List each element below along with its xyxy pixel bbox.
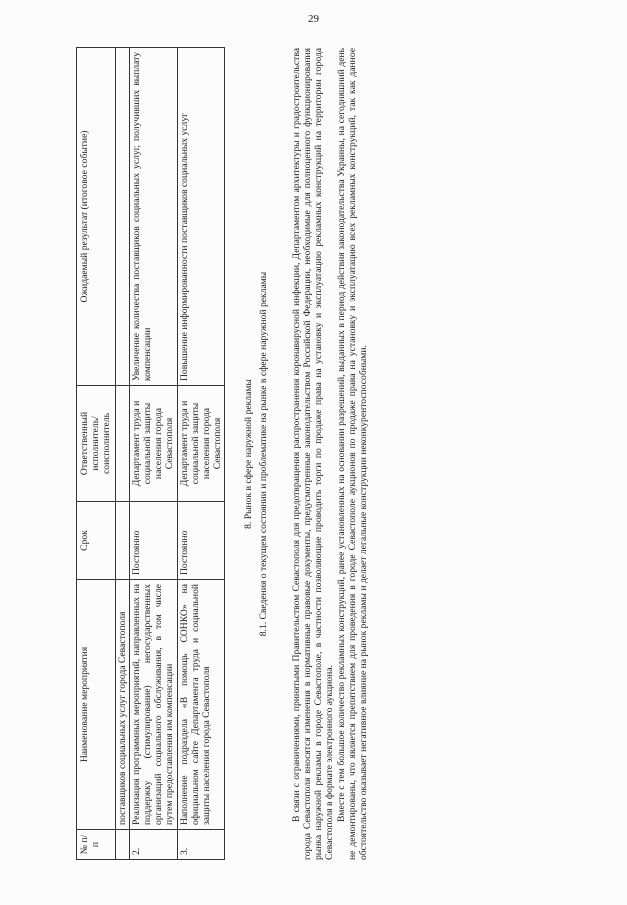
- header-responsible: Ответственный исполнитель/ соисполнитель: [77, 386, 116, 502]
- cell-name: поставщиков социальных услуг города Севастополя: [115, 580, 129, 830]
- table-row: [129, 48, 177, 860]
- cell-result: Повышение информированности поставщиков социальных услуг: [177, 48, 225, 386]
- rotated-content: [76, 48, 596, 860]
- header-result: Ожидаемый результат (итоговое событие): [77, 48, 116, 386]
- measures-table: [76, 47, 225, 860]
- cell-responsible: Департамент труда и социальной защиты населения города Севастополя: [129, 386, 177, 502]
- cell-num: 3.: [177, 830, 225, 860]
- cell-num: 2.: [129, 830, 177, 860]
- cell-term: Постоянно: [177, 502, 225, 580]
- cell-result: Увеличение количества поставщиков социальных услуг, получивших выплату компенсации: [129, 48, 177, 386]
- section-title: 8. Рынок в сфере наружной рекламы: [243, 379, 255, 529]
- header-num: № п/п: [77, 830, 116, 860]
- cell-term: Постоянно: [129, 502, 177, 580]
- paragraph: В связи с ограничениями, принятыми Правительством Севастополя для предотвращения распространения коронавирусной инфекции, Департаментом архитектуры и градостроительства города Севастополя вносятся изменения в нормативные правовые документы, предусмотренные законодательством Российской Федерации, необходимые для полноценного функционирования рынка наружной рекламы в городе Севастополе, в частности позволяющие проводить торги по продаже права на установку и эксплуатацию рекламных конструкций на территории города Севастополя в формате электронного аукциона.: [290, 48, 336, 860]
- table-header-row: [77, 48, 116, 860]
- page-number: 29: [308, 13, 319, 25]
- table-row: [177, 48, 225, 860]
- cell-responsible: Департамент труда и социальной защиты населения города Севастополя: [177, 386, 225, 502]
- subsection-title: 8.1. Сведения о текущем состоянии и проблематике на рынке в сфере наружной рекламы: [257, 271, 269, 637]
- header-name: Наименование мероприятия: [77, 580, 116, 830]
- header-term: Срок: [77, 502, 116, 580]
- cell-name: Наполнение подраздела «В помощь СОНКО» на официальном сайте Департамента труда и социальной защиты населения города Севастополя: [177, 580, 225, 830]
- table-row: [115, 48, 129, 860]
- paragraph: Вместе с тем большое количество рекламных конструкций, ранее установленных на основании разрешений, выданных в период действия законодательства Украины, на сегодняшний день не демонтированы, что является препятствием для проведения в городе Севастополе аукционов по продаже права на установку и эксплуатацию всех рекламных конструкций, так как данное обстоятельство оказывает негативное влияние на рынок рекламы и делает легальные конструкции неконкурентоспособными.: [335, 48, 370, 860]
- cell-name: Реализация программных мероприятий, направленных на поддержку (стимулирование) негосударственных организаций социального обслуживания, в том числе путем предоставления им компенсации: [129, 580, 177, 830]
